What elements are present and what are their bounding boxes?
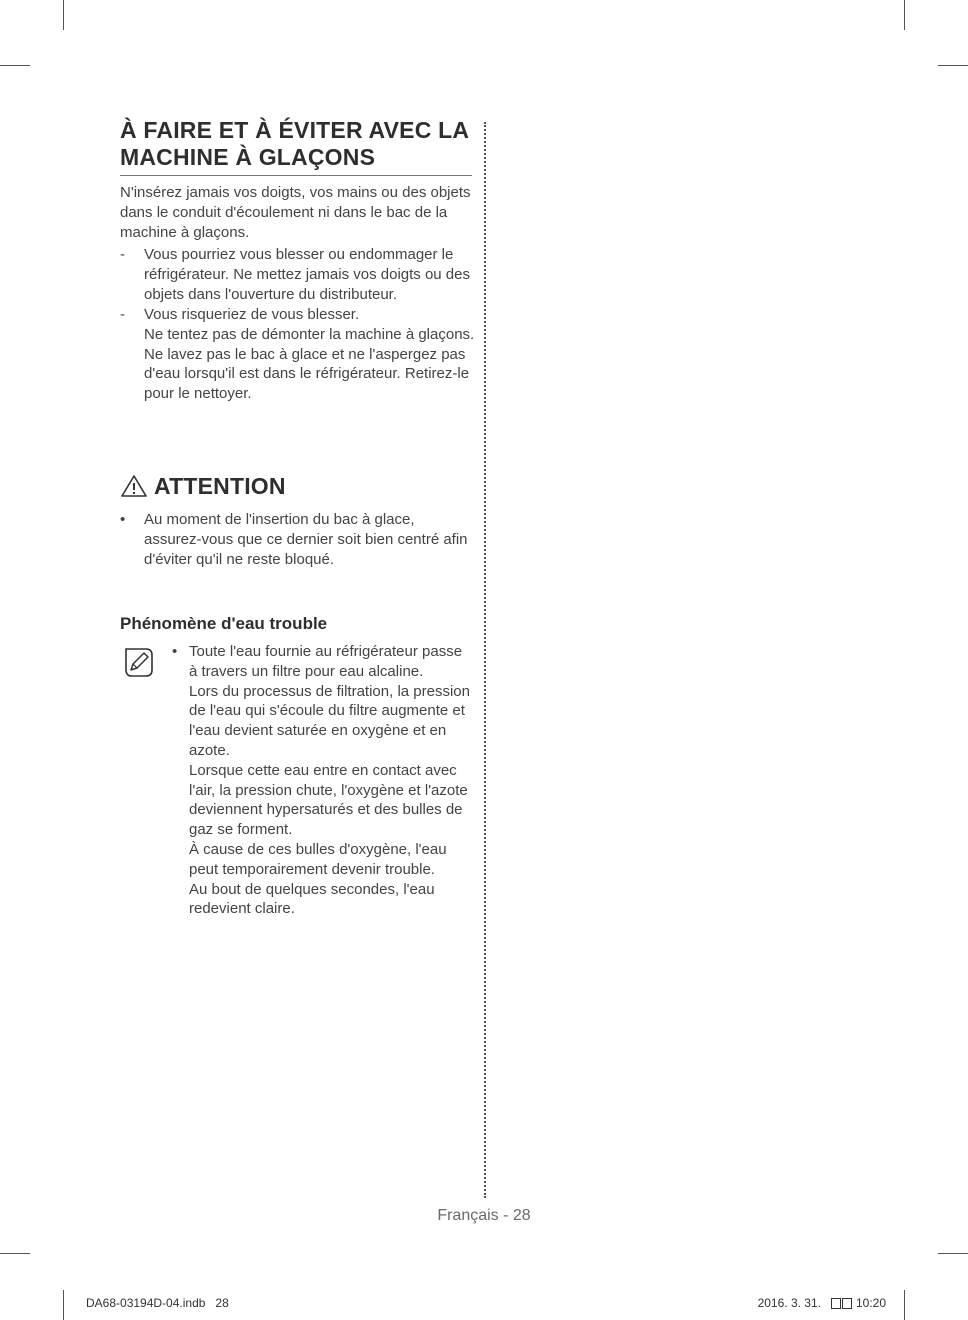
placeholder-glyph-icon <box>831 1298 852 1309</box>
dash-marker: - <box>120 306 125 323</box>
dash-item <box>120 305 475 404</box>
dash-item-text: Vous risqueriez de vous blesser. <box>144 306 360 323</box>
dash-item-text: Ne lavez pas le bac à glace et ne l'aspergez pas d'eau lorsqu'il est dans le réfrigérateur. Retirez-le pour le nettoyer. <box>144 345 470 403</box>
crop-mark-left-upper <box>0 65 30 66</box>
section-title <box>120 117 472 171</box>
intro-paragraph: N'insérez jamais vos doigts, vos mains ou des objets dans le conduit d'écoulement ni dans le bac de la machine à glaçons. <box>120 184 471 241</box>
crop-mark-bottom-left <box>63 1290 64 1320</box>
attention-bullet-text: Au moment de l'insertion du bac à glace, assurez-vous que ce dernier soit bien centré afin d'éviter qu'il ne reste bloqué. <box>144 511 468 568</box>
dash-item-text: Ne tentez pas de démonter la machine à glaçons. <box>144 325 475 343</box>
section-title-line-1: À FAIRE ET À ÉVITER AVEC LA <box>120 117 470 143</box>
dash-marker: - <box>120 246 125 263</box>
page-number: Français - 28 <box>437 1207 531 1224</box>
crop-mark-left-lower <box>0 1253 30 1254</box>
section-title-line-2: MACHINE À GLAÇONS <box>120 144 376 170</box>
title-underline <box>120 175 472 176</box>
attention-heading <box>120 470 286 502</box>
note-paragraph: Au bout de quelques secondes, l'eau redevient claire. <box>189 880 435 918</box>
imprint-time: 10:20 <box>855 1296 886 1310</box>
dash-item <box>120 245 475 304</box>
imprint-file: DA68-03194D-04.indb 28 <box>86 1296 229 1310</box>
crop-mark-top-right <box>904 0 905 30</box>
warning-triangle-icon <box>120 474 148 498</box>
column-divider <box>484 122 486 1198</box>
crop-mark-right-upper <box>938 65 968 66</box>
note-pencil-icon <box>120 646 160 683</box>
cloudy-water-note <box>172 642 472 919</box>
note-paragraph: Toute l'eau fournie au réfrigérateur passe à travers un filtre pour eau alcaline. <box>189 643 463 680</box>
bullet-marker: • <box>172 643 178 660</box>
crop-mark-bottom-right <box>904 1290 905 1320</box>
note-paragraph: Lorsque cette eau entre en contact avec l'air, la pression chute, l'oxygène et l'azote deviennent hypersaturés et des bulles de gaz se forment. <box>189 761 468 839</box>
crop-mark-right-lower <box>938 1253 968 1254</box>
imprint-timestamp <box>758 1296 886 1310</box>
attention-label: ATTENTION <box>154 472 286 499</box>
crop-mark-top-left <box>63 0 64 30</box>
imprint-date: 2016. 3. 31. <box>757 1296 821 1310</box>
bullet-marker: • <box>120 511 126 528</box>
dash-item-text: Vous pourriez vous blesser ou endommager le réfrigérateur. Ne mettez jamais vos doigts ou des objets dans l'ouverture du distributeur. <box>144 246 470 303</box>
cloudy-water-heading: Phénomène d'eau trouble <box>120 614 328 633</box>
note-paragraph: À cause de ces bulles d'oxygène, l'eau peut temporairement devenir trouble. <box>189 840 447 878</box>
attention-bullet <box>120 510 475 569</box>
note-paragraph: Lors du processus de filtration, la pression de l'eau qui s'écoule du filtre augmente et l'eau devient saturée en oxygène et en azote. <box>189 682 470 759</box>
